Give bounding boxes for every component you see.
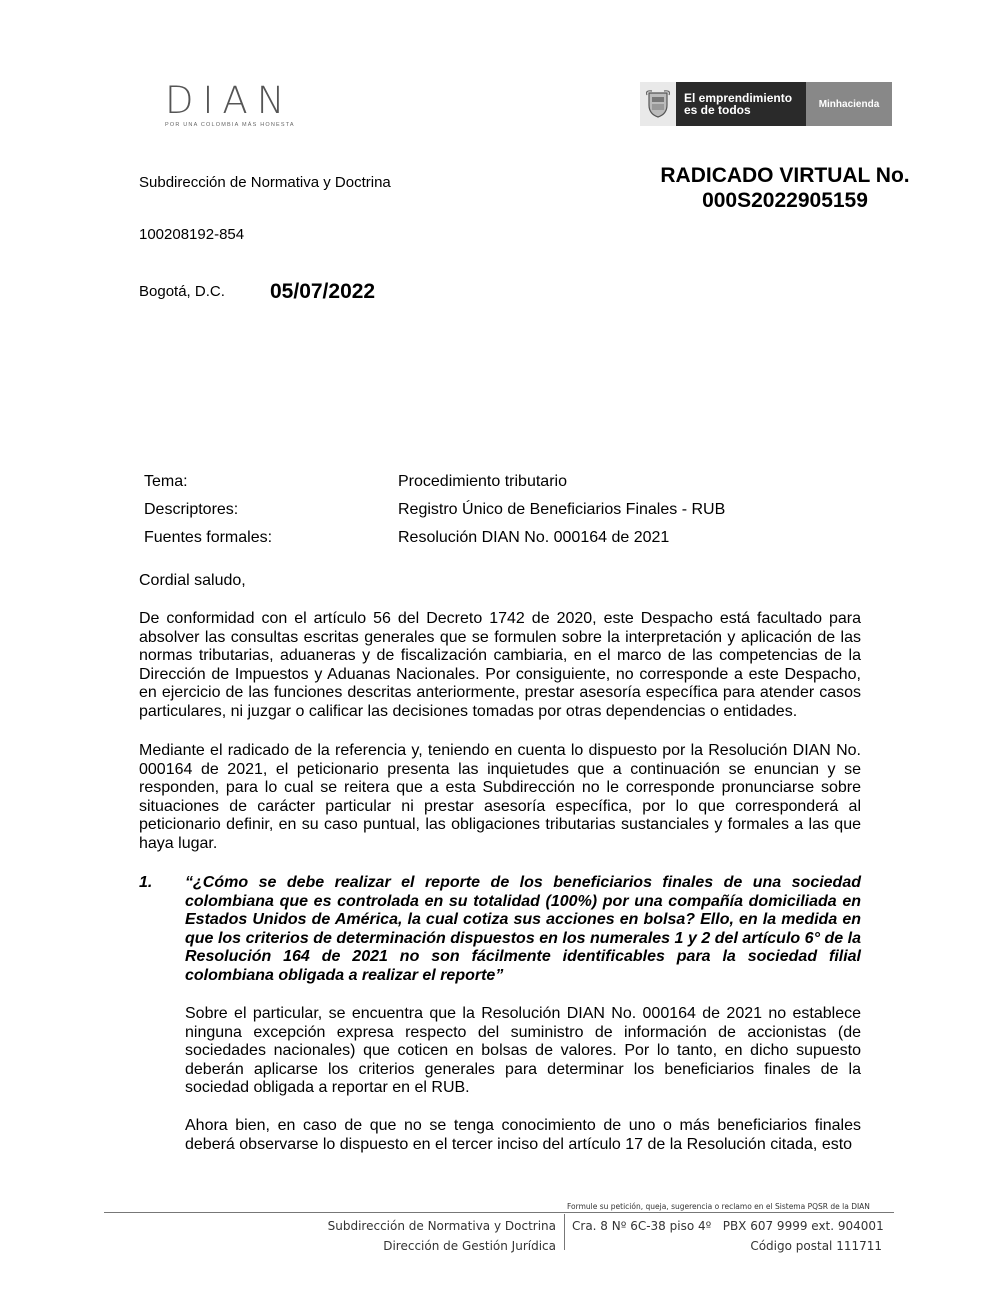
greeting: Cordial saludo, bbox=[139, 572, 246, 589]
gov-slogan-line1: El emprendimiento bbox=[684, 91, 793, 105]
footer-address bbox=[572, 1216, 882, 1256]
office-name: Subdirección de Normativa y Doctrina bbox=[139, 174, 391, 191]
meta-label-tema: Tema: bbox=[144, 473, 188, 490]
dian-logo-text: DIAN bbox=[165, 79, 294, 122]
question-number: 1. bbox=[139, 874, 153, 891]
meta-label-descriptores: Descriptores: bbox=[144, 501, 239, 518]
meta-value-descriptores: Registro Único de Beneficiarios Finales - RUB bbox=[398, 501, 726, 518]
place: Bogotá, D.C. bbox=[139, 283, 225, 300]
ministry-label: Minhacienda bbox=[806, 82, 892, 126]
dian-logo-tagline: POR UNA COLOMBIA MÁS HONESTA bbox=[165, 122, 295, 128]
government-logo bbox=[640, 82, 892, 126]
gov-slogan-line2: es de todos bbox=[684, 103, 751, 117]
footer-office-line1: Subdirección de Normativa y Doctrina bbox=[327, 1219, 556, 1233]
footer-pqsr-note: Formule su petición, queja, sugerencia o reclamo en el Sistema PQSR de la DIAN bbox=[567, 1202, 870, 1211]
paragraph-intro: De conformidad con el artículo 56 del Decreto 1742 de 2020, este Despacho está facultado para absolver las consultas escritas generales que se formulen sobre la interpretación y aplicación de las normas tributarias, aduaneras y de fiscalización cambiaria, en el marco de las competencias de la Dirección de Impuestos y Aduanas Nacionales. Por consiguiente, no corresponde a este Despacho, en ejercicio de las funciones descritas anteriormente, prestar asesoría específica para atender casos particulares, ni juzgar o calificar las decisiones tomadas por otras dependencias o entidades. bbox=[139, 610, 861, 720]
answer-paragraph-1: Sobre el particular, se encuentra que la Resolución DIAN No. 000164 de 2021 no establece ninguna excepción expresa respecto del suministro de información de accionistas (de sociedades nacionales) que coticen en bolsas de valores. Por lo tanto, en dicho supuesto deberán aplicarse los criterios generales para determinar los beneficiarios finales de la sociedad obligada a reportar en el RUB. bbox=[185, 1005, 861, 1096]
paragraph-reference: Mediante el radicado de la referencia y, teniendo en cuenta lo dispuesto por la Resolución DIAN No. 000164 de 2021, el peticionario presenta las inquietudes que a continuación se enuncian y se responden, para lo cual se reitera que a esta Subdirección no le corresponde pronunciarse sobre situaciones de carácter particular ni prestar asesoría específica, por lo que corresponderá al peticionario definir, en su caso puntual, las obligaciones tributarias sustanciales y formales a las que haya lugar. bbox=[139, 742, 861, 852]
meta-value-tema: Procedimiento tributario bbox=[398, 473, 567, 490]
footer-divider bbox=[104, 1212, 894, 1213]
document-date: 05/07/2022 bbox=[270, 280, 376, 303]
radicado-title: RADICADO VIRTUAL No. bbox=[660, 164, 910, 187]
footer-office bbox=[290, 1216, 556, 1256]
question-text: “¿Cómo se debe realizar el reporte de los beneficiarios finales de una sociedad colombiana que es controlada en su totalidad (100%) por una compañía domiciliada en Estados Unidos de América, la cual cotiza sus acciones en bolsa? Ello, en la medida en que los criterios de determinación dispuestos en los numerales 1 y 2 del artículo 6° de la Resolución 164 de 2021 no son fácilmente identificables para la sociedad filial colombiana obligada a realizar el reporte” bbox=[185, 874, 861, 984]
coat-of-arms-icon bbox=[640, 82, 676, 126]
meta-value-fuentes: Resolución DIAN No. 000164 de 2021 bbox=[398, 529, 670, 546]
answer-paragraph-2: Ahora bien, en caso de que no se tenga conocimiento de uno o más beneficiarios finales deberá observarse lo dispuesto en el tercer inciso del artículo 17 de la Resolución citada, esto bbox=[185, 1117, 861, 1153]
footer-office-line2: Dirección de Gestión Jurídica bbox=[383, 1239, 556, 1253]
footer-address-line2: Código postal 111711 bbox=[750, 1239, 882, 1253]
footer-vertical-divider bbox=[564, 1214, 565, 1250]
footer-address-line1: Cra. 8 Nº 6C-38 piso 4º PBX 607 9999 ext. 904001 bbox=[572, 1219, 884, 1233]
radicado-number: 000S2022905159 bbox=[702, 189, 868, 212]
reference-number: 100208192-854 bbox=[139, 226, 245, 243]
gov-slogan bbox=[676, 82, 806, 126]
dian-logo bbox=[165, 79, 325, 128]
meta-label-fuentes: Fuentes formales: bbox=[144, 529, 273, 546]
radicado-block bbox=[640, 163, 930, 213]
